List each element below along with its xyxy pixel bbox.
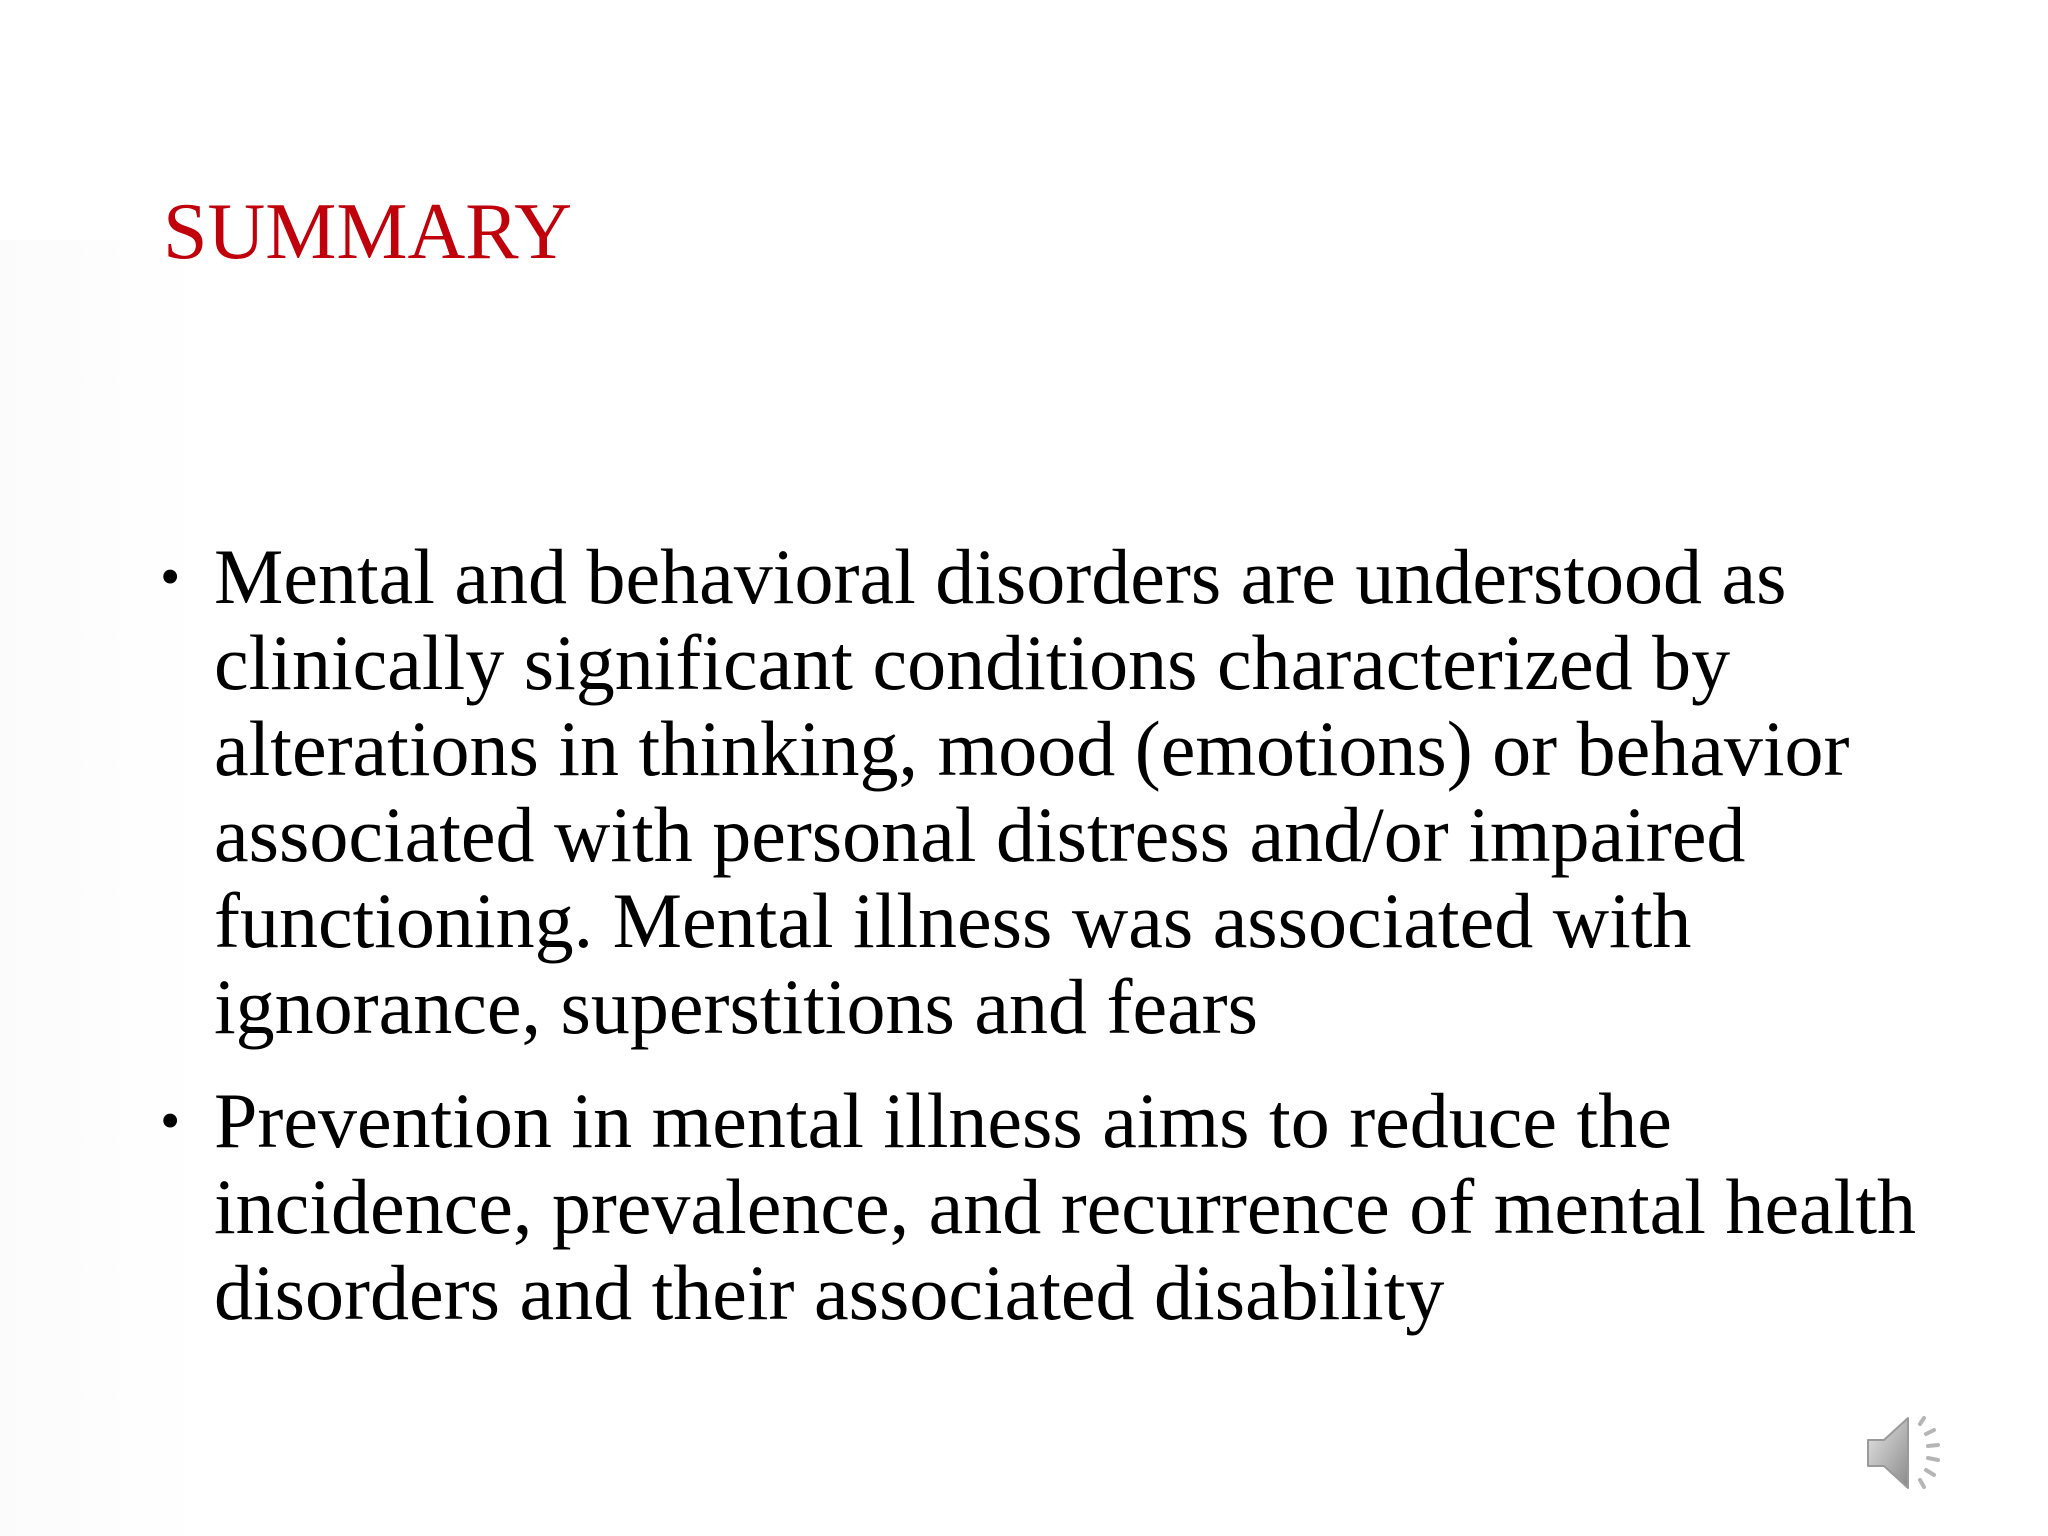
bullet-text: Mental and behavioral disorders are understood as clinically significant conditions characterized by alterations in thinking, mood (emotions) or behavior associated with personal distress and/or impaired functioning. Mental illness was associated with ignorance, superstitions and fears bbox=[214, 533, 1850, 1050]
bullet-list bbox=[160, 534, 1920, 1364]
bullet-marker: • bbox=[160, 1088, 181, 1153]
bullet-item bbox=[160, 1078, 1920, 1336]
slide-title: SUMMARY bbox=[163, 188, 573, 276]
bullet-text: Prevention in mental illness aims to reduce the incidence, prevalence, and recurrence of mental health disorders and their associated disability bbox=[214, 1077, 1917, 1336]
bullet-marker: • bbox=[160, 544, 181, 609]
bullet-item bbox=[160, 534, 1920, 1050]
speaker-icon[interactable] bbox=[1862, 1408, 1962, 1498]
